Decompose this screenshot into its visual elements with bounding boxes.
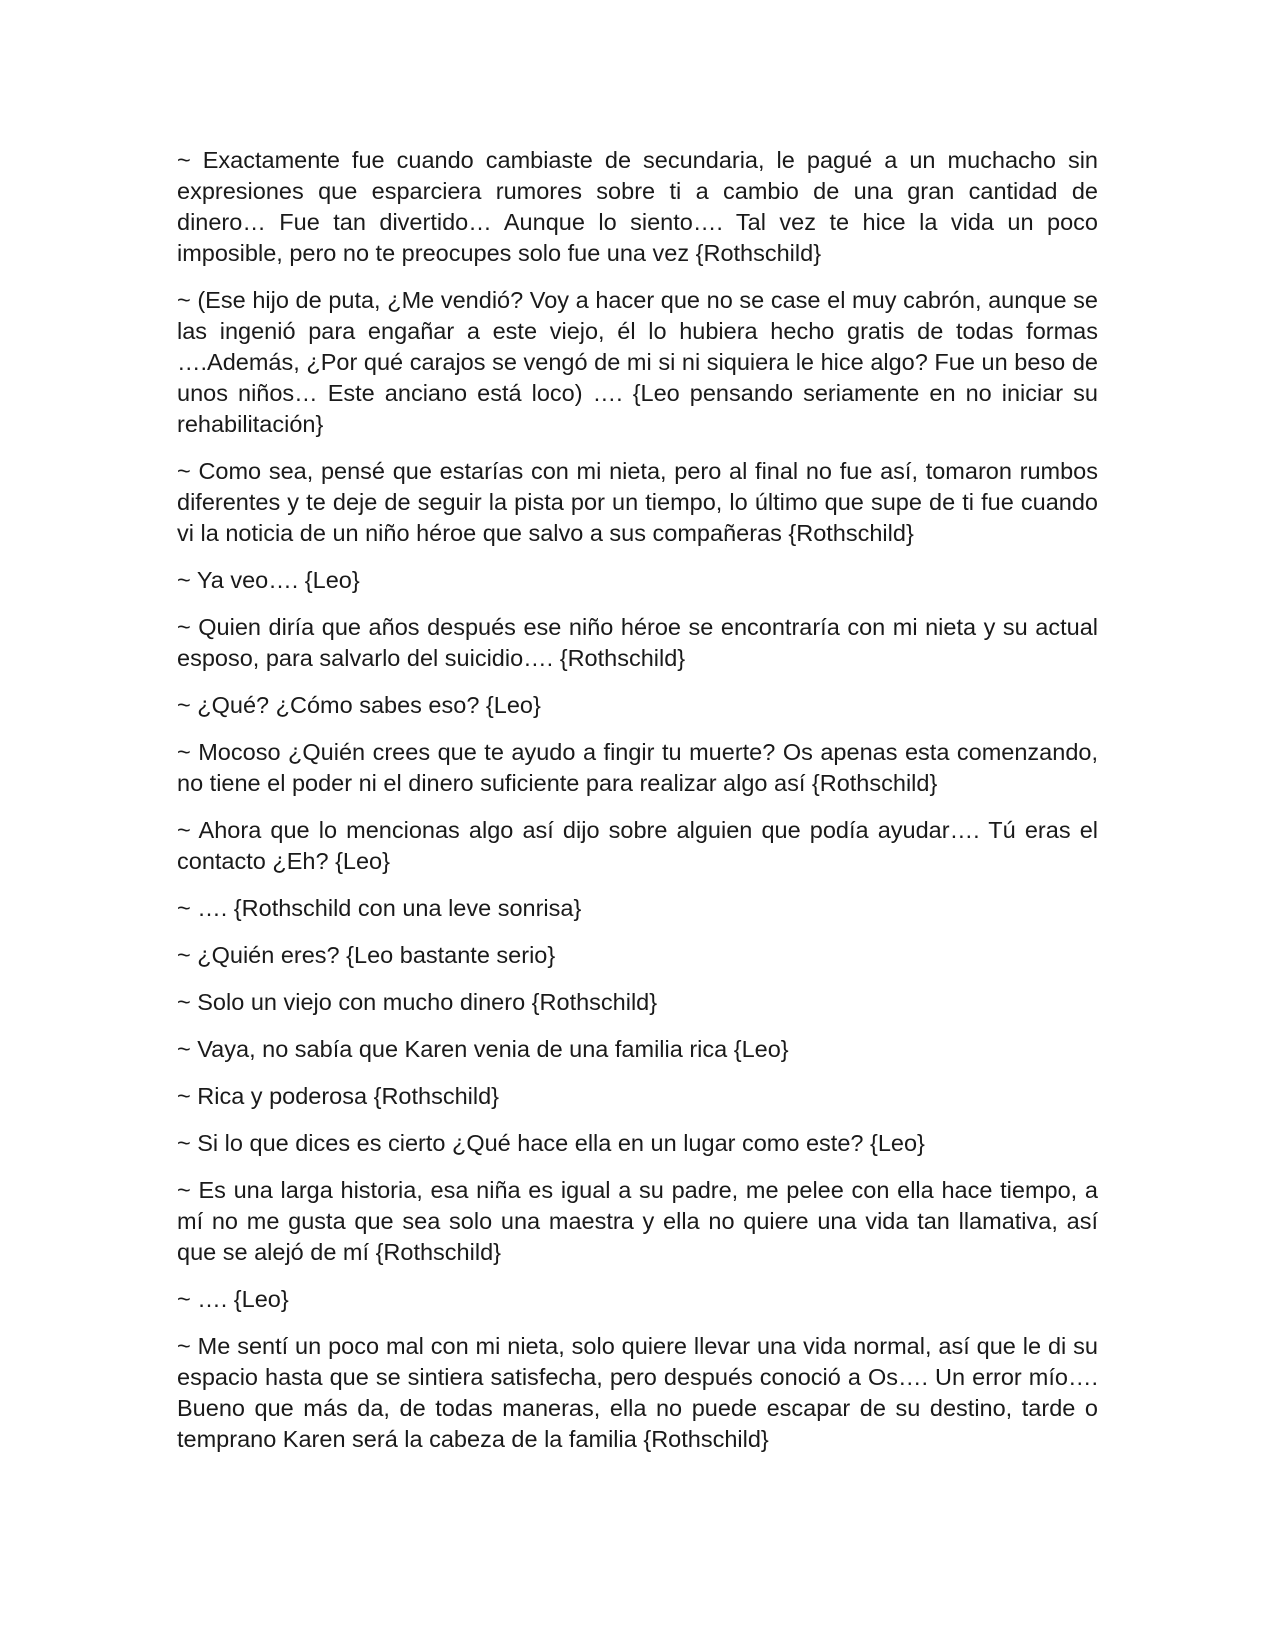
paragraph: ~ (Ese hijo de puta, ¿Me vendió? Voy a hacer que no se case el muy cabrón, aunque se las ingenió para engañar a este viejo, él lo hubiera hecho gratis de todas formas ….Además, ¿Por qué carajos se vengó de mi si ni siquiera le hice algo? Fue un beso de unos niños… Este anciano está loco) …. {Leo pensando seriamente en no iniciar su rehabilitación} <box>177 287 1098 437</box>
paragraph: ~ …. {Leo} <box>177 1286 289 1312</box>
paragraph: ~ Mocoso ¿Quién crees que te ayudo a fingir tu muerte? Os apenas esta comenzando, no tiene el poder ni el dinero suficiente para realizar algo así {Rothschild} <box>177 739 1098 796</box>
paragraph: ~ Quien diría que años después ese niño héroe se encontraría con mi nieta y su actual esposo, para salvarlo del suicidio…. {Rothschild} <box>177 614 1098 671</box>
paragraph: ~ Si lo que dices es cierto ¿Qué hace ella en un lugar como este? {Leo} <box>177 1130 925 1156</box>
paragraph: ~ Vaya, no sabía que Karen venia de una familia rica {Leo} <box>177 1036 789 1062</box>
paragraph: ~ Me sentí un poco mal con mi nieta, solo quiere llevar una vida normal, así que le di su espacio hasta que se sintiera satisfecha, pero después conoció a Os…. Un error mío…. Bueno que más da, de todas maneras, ella no puede escapar de su destino, tarde o temprano Karen será la cabeza de la familia {Rothschild} <box>177 1333 1098 1452</box>
paragraph: ~ Ya veo…. {Leo} <box>177 567 360 593</box>
document-body <box>177 145 1098 1471</box>
paragraph: ~ Exactamente fue cuando cambiaste de secundaria, le pagué a un muchacho sin expresiones que esparciera rumores sobre ti a cambio de una gran cantidad de dinero… Fue tan divertido… Aunque lo siento…. Tal vez te hice la vida un poco imposible, pero no te preocupes solo fue una vez {Rothschild} <box>177 147 1098 266</box>
paragraph: ~ Solo un viejo con mucho dinero {Rothschild} <box>177 989 658 1015</box>
paragraph: ~ ¿Quién eres? {Leo bastante serio} <box>177 942 556 968</box>
paragraph: ~ Es una larga historia, esa niña es igual a su padre, me pelee con ella hace tiempo, a mí no me gusta que sea solo una maestra y ella no quiere una vida tan llamativa, así que se alejó de mí {Rothschild} <box>177 1177 1098 1265</box>
paragraph: ~ …. {Rothschild con una leve sonrisa} <box>177 895 582 921</box>
paragraph: ~ ¿Qué? ¿Cómo sabes eso? {Leo} <box>177 692 541 718</box>
paragraph: ~ Rica y poderosa {Rothschild} <box>177 1083 500 1109</box>
paragraph: ~ Como sea, pensé que estarías con mi nieta, pero al final no fue así, tomaron rumbos diferentes y te deje de seguir la pista por un tiempo, lo último que supe de ti fue cuando vi la noticia de un niño héroe que salvo a sus compañeras {Rothschild} <box>177 458 1098 546</box>
paragraph: ~ Ahora que lo mencionas algo así dijo sobre alguien que podía ayudar…. Tú eras el contacto ¿Eh? {Leo} <box>177 817 1098 874</box>
